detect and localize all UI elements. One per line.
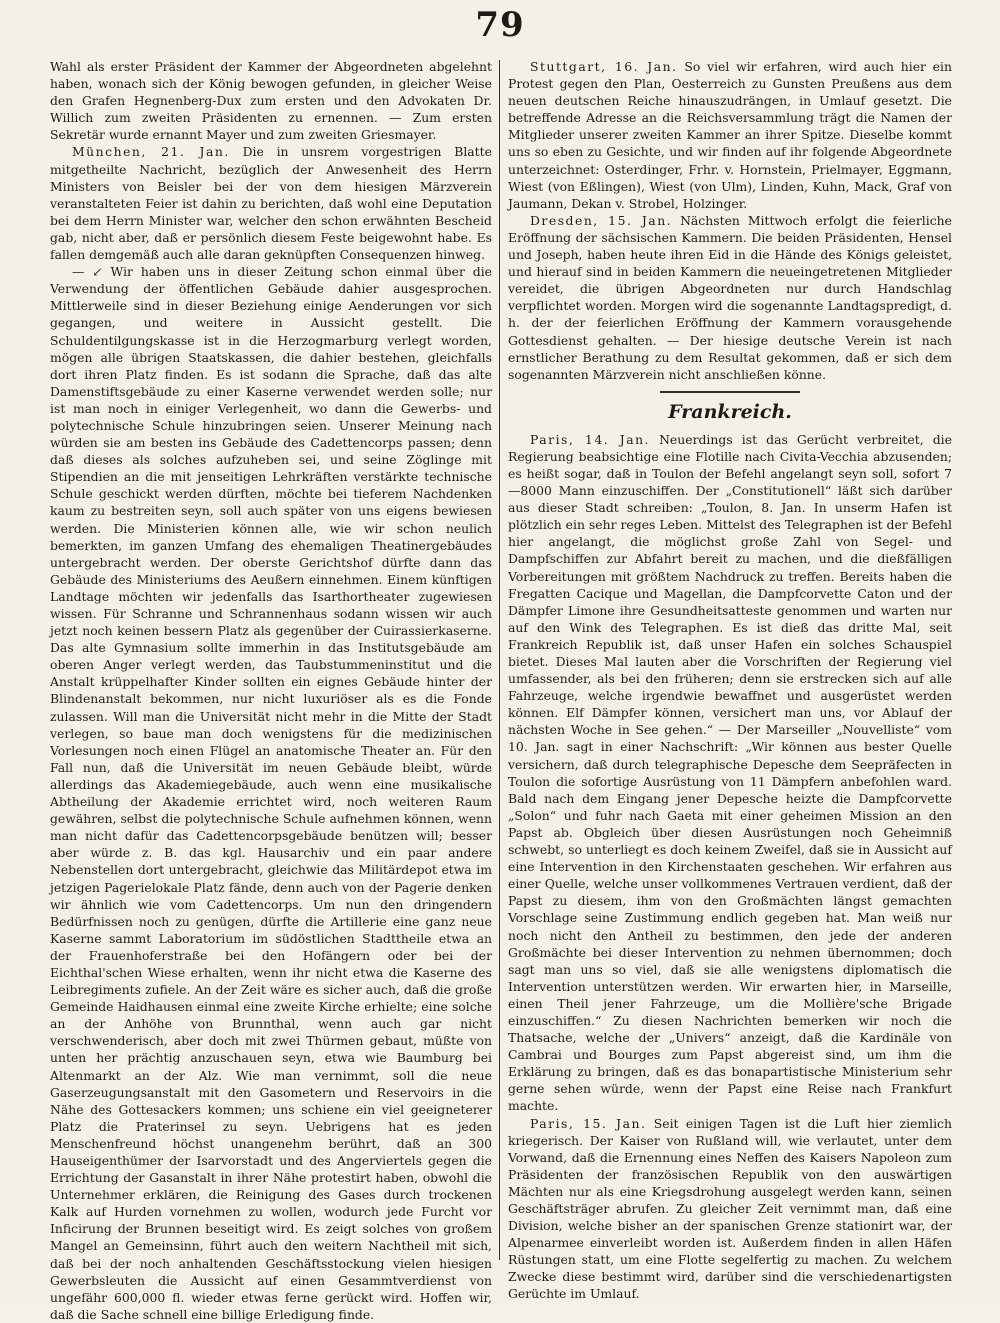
right-column (508, 58, 952, 1302)
page-number: 79 (475, 5, 525, 45)
article-text: Neuerdings ist das Gerücht verbreitet, die Regierung beabsichtige eine Flotille nach Civita-Vecchia abzusenden; es heißt sogar, daß in Toulon der Befehl angelangt seyn soll, sofort 7—8000 Mann einzuschiffen. Der „Constitutionell“ läßt sich darüber aus dieser Stadt schreiben: „Toulon, 8. Jan. In unserm Hafen ist plötzlich ein sehr reges Leben. Mittelst des Telegraphen ist der Befehl hier angelangt, die möglichst große Zahl von Segel- und Dampfschiffen zur Abfahrt bereit zu machen, und die dießfälligen Vorbereitungen mit größtem Nachdruck zu treffen. Bereits haben die Fregatten Cacique und Magellan, die Dampfcorvette Caton und der Dämpfer Limone ihre Gesundheitsatteste genommen und warten nur auf den Wink des Telegraphen. Es ist dieß das dritte Mal, seit Frankreich Republik ist, daß unser Hafen ein solches Schauspiel bietet. Dieses Mal lauten aber die Vorschriften der Regierung viel umfassender, als bei den früheren; denn sie erstrecken sich auf alle Fahrzeuge, welche irgendwie bewaffnet und ausgerüstet werden können. Elf Dämpfer können, versichert man uns, vor Ablauf der nächsten Woche in See gehen.“ — Der Marseiller „Nouvelliste“ vom 10. Jan. sagt in einer Nachschrift: „Wir können aus bester Quelle versichern, daß durch telegraphische Depesche dem Seepräfecten in Toulon die sofortige Ausrüstung von 11 Dämpfern anbefohlen ward. Bald nach dem Eingang jener Depesche heizte die Dampfcorvette „Solon“ und fuhr nach Gaeta mit einer geheimen Mission an den Papst ab. Obgleich über diesen Ausrüstungen noch Geheimniß schwebt, so unterliegt es doch keinem Zweifel, daß sie in Aussicht auf eine Intervention in den Kirchenstaaten geschehen. Wir erfahren aus einer Quelle, welche unser vollkommenes Vertrauen verdient, daß der Papst zu diesem, ihm von den Großmächten längst gemachten Vorschlage seine Zustimmung endlich gegeben hat. Man weiß nur noch nicht den Antheil zu bestimmen, den jede der anderen Großmächte bei dieser Intervention zu nehmen übernommen; doch sagt man uns so viel, daß sie alle wenigstens diplomatisch die Intervention unterstützen werden. Wir erwarten hier, in Marseille, einen Theil jener Fahrzeuge, um die Mollière'sche Brigade einzuschiffen.“ Zu diesen Nachrichten bemerken wir noch die Thatsache, welche der „Univers“ anzeigt, daß die Kardinäle von Cambrai und Bourges zum Papst abgereist sind, um ihm die Erklärung zu bringen, daß es das bonapartistische Ministerium sehr gerne sehen würde, wenn der Papst eine Reise nach Frankfurt machte. (508, 431, 952, 1114)
left-column (50, 58, 492, 1322)
dateline: Stuttgart, 16. Jan. (530, 59, 678, 74)
section-rule (660, 391, 800, 393)
section-heading: Frankreich. (668, 400, 792, 423)
article-paris-14 (508, 431, 952, 1115)
article-paris-15 (508, 1115, 952, 1303)
article-muenchen (50, 143, 492, 263)
article-text: So viel wir erfahren, wird auch hier ein Protest gegen den Plan, Oesterreich zu Gunsten Preußens aus dem neuen deutschen Reiche hinauszudrängen, in Umlauf gesetzt. Die betreffende Adresse an die Reichsversammlung trägt die Namen der Mitglieder unserer zweiten Kammer an ihrer Spitze. Dieselbe kommt uns so eben zu Gesichte, und wir finden auf ihr folgende Abgeordnete unterzeichnet: Osterdinger, Frhr. v. Hornstein, Prielmayer, Eggmann, Wiest (von Eßlingen), Wiest (von Ulm), Linden, Kuhn, Mack, Graf von Jaumann, Dekan v. Strobel, Holzinger. (508, 59, 952, 211)
article-text: Seit einigen Tagen ist die Luft hier ziemlich kriegerisch. Der Kaiser von Rußland will, wie verlautet, unter dem Vorwand, daß die Ernennung eines Neffen des Kaisers Napoleon zum Präsidenten der französischen Republik von den auswärtigen Mächten nur als eine Kriegsdrohung ausgelegt werden kann, seinen Geschäftsträger abrufen. Zu gleicher Zeit vernimmt man, daß eine Division, welche bisher an der spanischen Grenze stationirt war, der Alpenarmee einverleibt worden ist. Außerdem finden in allen Häfen Rüstungen statt, um eine Flotte segelfertig zu machen. Zu welchem Zwecke diese bestimmt wird, darüber sind die verschiedenartigsten Gerüchte im Umlauf. (508, 1115, 952, 1302)
dateline: Paris, 14. Jan. (530, 431, 650, 447)
article-continuation: Wahl als erster Präsident der Kammer der Abgeordneten abgelehnt haben, wonach sich der König bewogen gefunden, in gleicher Weise den Grafen Hegnenberg-Dux zum ersten und den Advokaten Dr. Willich zum zweiten Präsidenten zu ernennen. — Zum ersten Sekretär wurde ernannt Mayer und zum zweiten Griesmayer. (50, 59, 492, 143)
article-text: Nächsten Mittwoch erfolgt die feierliche Eröffnung der sächsischen Kammern. Die beiden Präsidenten, Hensel und Joseph, haben heute ihren Eid in die Hände des Königs geleistet, und hierauf sind in beiden Kammern die neueingetretenen Mitglieder vereidet, die übrigen Abgeordneten nur durch Handschlag verpflichtet worden. Morgen wird die sogenannte Landtagspredigt, d. h. der der feierlichen Eröffnung der Kammern vorausgehende Gottesdienst gehalten. — Der hiesige deutsche Verein ist nach ernstlicher Berathung zu dem Resultat gekommen, daß er sich dem sogenannten Märzverein nicht anschließen könne. (508, 212, 952, 382)
dateline: Paris, 15. Jan. (530, 1115, 647, 1131)
dateline: München, 21. Jan. (72, 144, 230, 160)
article-buildings: — ↙ Wir haben uns in dieser Zeitung schon einmal über die Verwendung der öffentlichen Gebäude dahier ausgesprochen. Mittlerweile sind in dieser Beziehung einige Aenderungen vor sich gegangen, und weitere in Aussicht gestellt. Die Schuldentilgungskasse ist in die Herzogmarburg verlegt worden, mögen alle übrigen Staatskassen, die dahier bestehen, gleichfalls dort ihren Platz finden. Es ist sodann die Sprache, daß das alte Damenstiftsgebäude zu einer Kaserne verwendet werden solle; nur ist man noch in einiger Verlegenheit, wo dann die Gewerbs- und polytechnische Schule hinzubringen seien. Unserer Meinung nach würden sie am besten ins Gebäude des Cadettencorps passen; denn daß dieses als solches aufzuheben sei, und seine Zöglinge mit Stipendien an die mit jenseitigen Lehrkräften verstärkte technische Schule geschickt werden dürften, möchte bei tieferem Nachdenken kaum zu bestreiten seyn, soll auch später von uns eigens bewiesen werden. Die Ministerien können alle, wie wir schon neulich bemerkten, im ganzen Umfang des ehemaligen Theatinergebäudes untergebracht werden. Der oberste Gerichtshof dürfte dann das Gebäude des Ministeriums des Aeußern einnehmen. Einem künftigen Landtage möchten wir jedenfalls das Isarthortheater zugewiesen wissen. Für Schranne und Schrannenhaus sodann wissen wir auch jetzt noch keinen bessern Platz als gegenüber der Cuirassierkaserne. Das alte Gymnasium sollte immerhin in das Institutsgebäude am oberen Anger verlegt werden, das Taubstummeninstitut und die Anstalt krüppelhafter Kinder sollten ein eignes Gebäude hinter der Blindenanstalt bekommen, nur nicht luxuriöser als es die Fonde zulassen. Will man die Universität nicht mehr in die Mitte der Stadt verlegen, so baue man doch wenigstens für die medizinischen Vorlesungen noch einen Flügel an anatomische Theater an. Für den Fall nun, daß die Universität im neuen Gebäude bleibt, würde allerdings das Akademiegebäude, auch wenn eine musikalische Abtheilung der Akademie errichtet wird, noch weiteren Raum gewähren, selbst die polytechnische Schule aufnehmen können, wenn man nicht dafür das Cadettencorpsgebäude benützen will; besser aber würde z. B. das kgl. Hausarchiv und ein paar andere Nebenstellen dort untergebracht, gleichwie das Militärdepot etwa im jetzigen Pagerielokale Platz fände, denn auch von der Pagerie denken wir ähnlich wie vom Cadettencorps. Um nun den dringendern Bedürfnissen noch zu genügen, dürfte die Artillerie eine ganz neue Kaserne sammt Laboratorium im südöstlichen Stadttheile etwa an der Frauenhoferstraße bei den Hofängern oder bei der Eichthal'schen Wiese erhalten, wenn ihr nicht etwa die Kaserne des Leibregiments zufiele. An der Zeit wäre es sicher auch, daß die große Gemeinde Haidhausen einmal eine zweite Kirche erhielte; eine solche an der Anhöhe von Brunnthal, wenn auch gar nicht verschwenderisch, aber doch mit zwei Thürmen gebaut, müßte von unten her prächtig anzuschauen seyn, etwa wie Baumburg bei Altenmarkt an der Alz. Wie man vernimmt, soll die neue Gaserzeugungsanstalt mit den Gasometern und Reservoirs in die Nähe des Gottesackers kommen; uns schiene ein viel geeigneterer Platz die Praterinsel zu seyn. Uebrigens hat es jeden Menschenfreund höchst unangenehm berührt, daß an 300 Hauseigenthümer der Isarvorstadt und des Angerviertels gegen die Errichtung der Gasanstalt in ihrer Nähe protestirt haben, obwohl die Unternehmer erklären, die Reinigung des Gases durch trockenen Kalk auf Hurden vornehmen zu wollen, wodurch jede Furcht vor Inficirung der Brunnen beseitigt wird. Es zeigt solches von großem Mangel an Gemeinsinn, führt auch den weitern Nachtheil mit sich, daß bei der noch anhaltenden Geschäftsstockung vielen hiesigen Gewerbsleuten die Aussicht auf einen Gesammtverdienst von ungefähr 600,000 fl. wieder etwas ferne gerückt wird. Hoffen wir, daß die Sache schnell eine billige Erledigung finde. (50, 264, 492, 1322)
column-divider (499, 60, 500, 1260)
article-dresden (508, 212, 952, 383)
article-text: Die in unsrem vorgestrigen Blatte mitgetheilte Nachricht, bezüglich der Anwesenheit des Herrn Ministers von Beisler bei der von dem hiesigen Märzverein veranstalteten Feier ist dahin zu berichten, daß wohl eine Deputation bei dem Herrn Minister war, welcher den schon erwähnten Bescheid gab, nicht aber, daß er persönlich diesem Feste beigewohnt habe. Es fallen demgemäß auch alle daran geknüpften Consequenzen hinweg. (50, 144, 492, 263)
article-stuttgart (508, 58, 952, 212)
dateline: Dresden, 15. Jan. (530, 212, 673, 228)
